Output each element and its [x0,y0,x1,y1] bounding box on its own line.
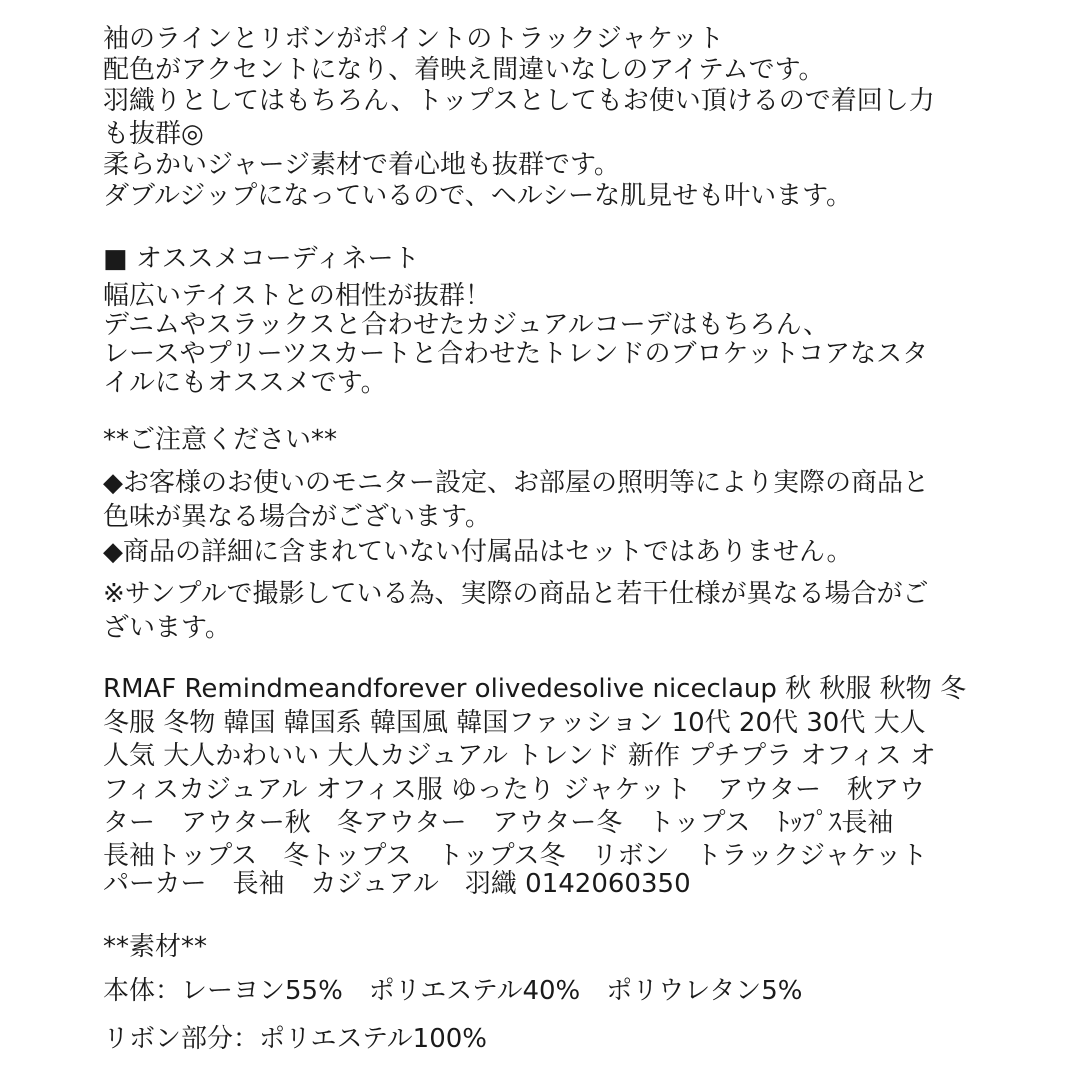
tags-line-7: パーカー 長袖 カジュアル 羽織 0142060350 [103,869,691,899]
notice-line-3: ◆商品の詳細に含まれていない付属品はセットではありません。 [103,537,853,567]
description-line-6: ダブルジップになっているので、ヘルシーな肌見せも叶います。 [103,181,853,211]
coordinate-heading: ■ オススメコーディネート [103,244,420,274]
tags-line-5: ター アウター秋 冬アウター アウター冬 トップス ﾄｯﾌﾟｽ長袖 [103,808,894,838]
description-line-2: 配色がアクセントになり、着映え間違いなしのアイテムです。 [103,55,825,85]
tags-line-1: RMAF Remindmeandforever olivedesolive niceclaup 秋 秋服 秋物 冬 [103,674,966,704]
tags-line-6: 長袖トップス 冬トップス トップス冬 リボン トラックジャケット [103,841,928,871]
coordinate-line-3: レースやプリーツスカートと合わせたトレンドのブロケットコアなスタ [103,339,929,369]
material-line-1: 本体：レーヨン55% ポリエステル40% ポリウレタン5% [103,976,803,1006]
material-line-2: リボン部分：ポリエステル100% [103,1024,487,1054]
description-line-4: も抜群◎ [103,119,204,149]
notice-line-5: ざいます。 [103,613,231,643]
description-line-3: 羽織りとしてはもちろん、トップスとしてもお使い頂けるので着回し力 [103,86,935,116]
description-line-5: 柔らかいジャージ素材で着心地も抜群です。 [103,150,620,180]
coordinate-line-4: イルにもオススメです。 [103,368,387,398]
material-heading: **素材** [103,932,208,962]
notice-line-2: 色味が異なる場合がございます。 [103,502,491,532]
description-line-1: 袖のラインとリボンがポイントのトラックジャケット [103,24,724,54]
notice-line-1: ◆お客様のお使いのモニター設定、お部屋の照明等により実際の商品と [103,468,929,498]
notice-line-4: ※サンプルで撮影している為、実際の商品と若干仕様が異なる場合がご [103,579,929,609]
tags-line-4: フィスカジュアル オフィス服 ゆったり ジャケット アウター 秋アウ [103,775,925,805]
coordinate-line-2: デニムやスラックスと合わせたカジュアルコーデはもちろん、 [103,310,830,340]
coordinate-line-1: 幅広いテイストとの相性が抜群！ [103,281,491,311]
tags-line-2: 冬服 冬物 韓国 韓国系 韓国風 韓国ファッション 10代 20代 30代 大人 [103,708,926,738]
notice-heading: **ご注意ください** [103,425,338,455]
tags-line-3: 人気 大人かわいい 大人カジュアル トレンド 新作 プチプラ オフィス オ [103,741,936,771]
